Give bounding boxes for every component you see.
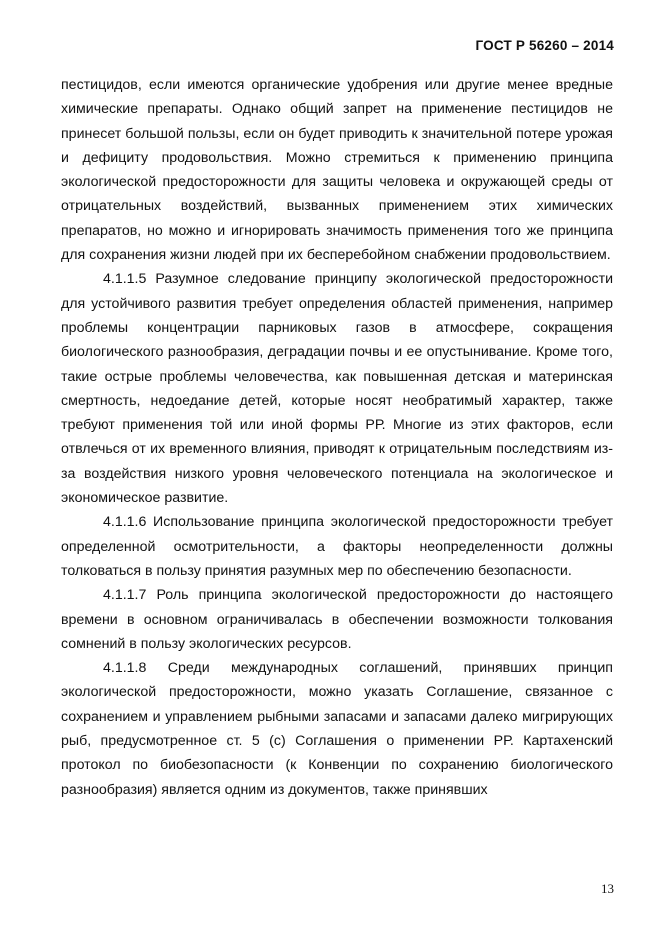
paragraph-4-1-1-8: 4.1.1.8 Среди международных соглашений, принявших принцип экологической предосторожности, можно указать Соглашение, связанное с сохранением и управлением рыбными запасами и запасами далеко мигрирующих рыб, предусмотренное ст. 5 (с) Соглашения о применении РР. Картахенский протокол по биобезопасности (к Конвенции по сохранению биологического разнообразия) является одним из документов, также принявших [61,660,613,798]
paragraph-4-1-1-5: 4.1.1.5 Разумное следование принципу экологической предосторожности для устойчивого развития требует определения областей применения, например проблемы концентрации парниковых газов в атмосфере, сокращения биологического разнообразия, деградации почвы и ее опустынивание. Кроме того, такие острые проблемы человечества, как повышенная детская и материнская смертность, недоедание детей, которые носят необратимый характер, также требуют применения той или иной формы РР. Многие из этих факторов, если отвлечься от их временного влияния, приводят к отрицательным последствиям из-за воздействия низкого уровня человеческого потенциала на экологическое и экономическое развитие. [61,271,613,507]
page-number: 13 [601,881,614,896]
document-body [61,73,613,802]
document-header [475,38,614,53]
paragraph-4-1-1-7: 4.1.1.7 Роль принципа экологической предосторожности до настоящего времени в основном ограничивалась в обеспечении возможности толкования сомнений в пользу экологических ресурсов. [61,587,613,652]
paragraph-4-1-1-6: 4.1.1.6 Использование принципа экологической предосторожности требует определенной осмотрительности, а факторы неопределенности должны толковаться в пользу принятия разумных мер по обеспечению безопасности. [61,514,613,579]
paragraph-continuation: пестицидов, если имеются органические удобрения или другие менее вредные химические препараты. Однако общий запрет на применение пестицидов не принесет большой пользы, если он будет приводить к значительной потере урожая и дефициту продовольствия. Можно стремиться к применению принципа экологической предосторожности для защиты человека и окружающей среды от отрицательных воздействий, вызванных применением этих химических препаратов, но можно и игнорировать значимость применения того же принципа для сохранения жизни людей при их бесперебойном снабжении продовольствием. [61,77,613,264]
standard-id: ГОСТ Р 56260 – 2014 [475,38,614,53]
